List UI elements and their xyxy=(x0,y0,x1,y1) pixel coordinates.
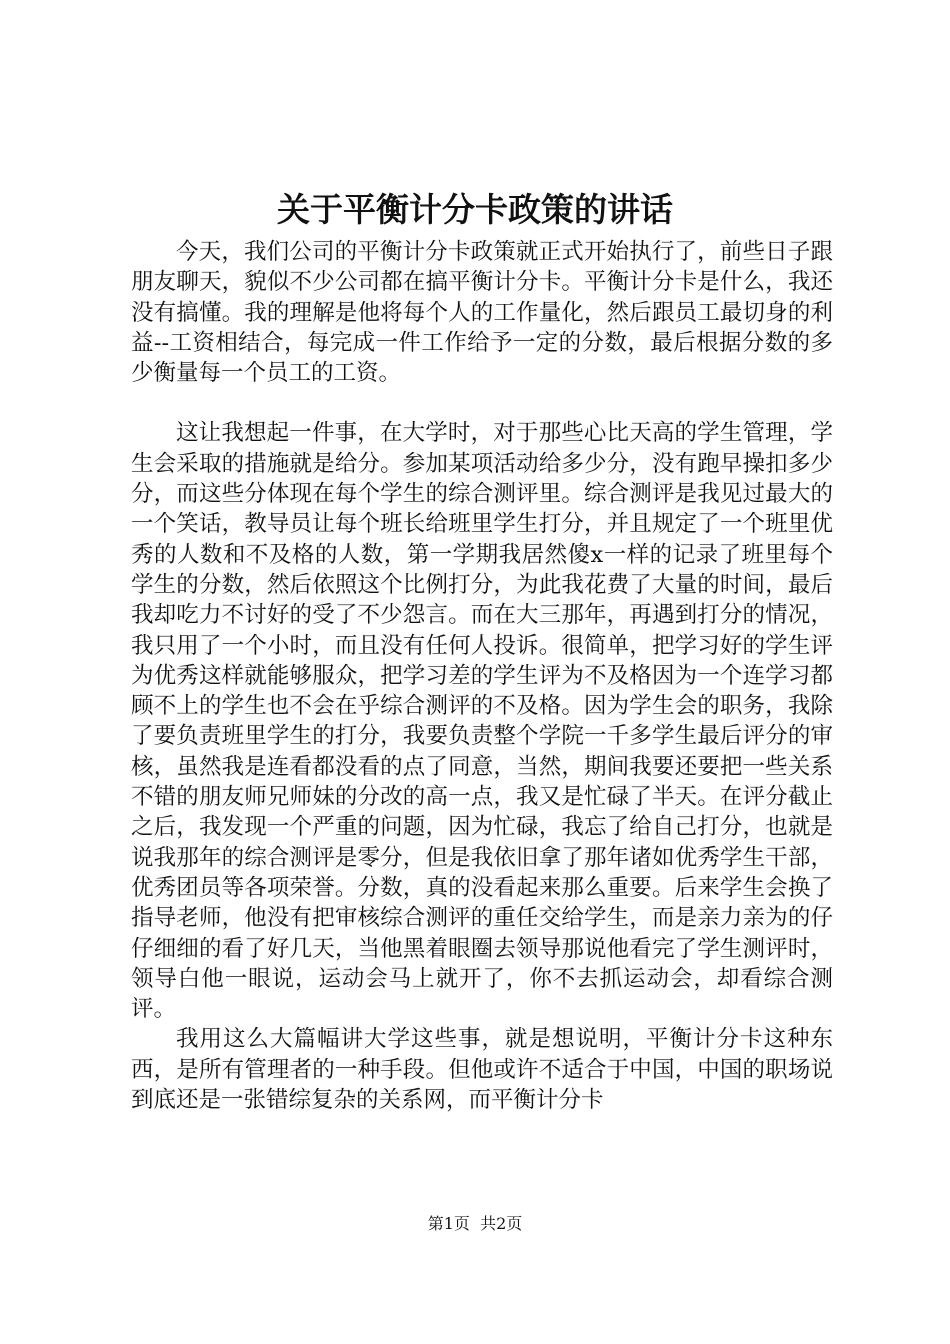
document-title: 关于平衡计分卡政策的讲话 xyxy=(277,190,673,229)
document-body xyxy=(131,237,833,1115)
page-footer xyxy=(0,1212,950,1236)
page-number: 第1页 共2页 xyxy=(427,1214,523,1233)
paragraph-2: 这让我想起一件事，在大学时，对于那些心比天高的学生管理，学生会采取的措施就是给分。参加某项活动给多少分，没有跑早操扣多少分，而这些分体现在每个学生的综合测评里。综合测评是我见过最大的一个笑话，教导员让每个班长给班里学生打分，并且规定了一个班里优秀的人数和不及格的人数，第一学期我居然傻x一样的记录了班里每个学生的分数，然后依照这个比例打分，为此我花费了大量的时间，最后我却吃力不讨好的受了不少怨言。而在大三那年，再遇到打分的情况，我只用了一个小时，而且没有任何人投诉。很简单，把学习好的学生评为优秀这样就能够服众，把学习差的学生评为不及格因为一个连学习都顾不上的学生也不会在乎综合测评的不及格。因为学生会的职务，我除了要负责班里学生的打分，我要负责整个学院一千多学生最后评分的审核，虽然我是连看都没看的点了同意，当然，期间我要还要把一些关系不错的朋友师兄师妹的分改的高一点，我又是忙碌了半天。在评分截止之后，我发现一个严重的问题，因为忙碌，我忘了给自己打分，也就是说我那年的综合测评是零分，但是我依旧拿了那年诸如优秀学生干部，优秀团员等各项荣誉。分数，真的没看起来那么重要。后来学生会换了指导老师，他没有把审核综合测评的重任交给学生，而是亲力亲为的仔仔细细的看了好几天，当他黑着眼圈去领导那说他看完了学生测评时，领导白他一眼说，运动会马上就开了，你不去抓运动会，却看综合测评。 xyxy=(131,420,833,1023)
paragraph-1: 今天，我们公司的平衡计分卡政策就正式开始执行了，前些日子跟朋友聊天，貌似不少公司都在搞平衡计分卡。平衡计分卡是什么，我还没有搞懂。我的理解是他将每个人的工作量化，然后跟员工最切身的利益--工资相结合，每完成一件工作给予一定的分数，最后根据分数的多少衡量每一个员工的工资。 xyxy=(131,239,833,387)
paragraph-3: 我用这么大篇幅讲大学这些事，就是想说明，平衡计分卡这种东西，是所有管理者的一种手段。但他或许不适合于中国，中国的职场说到底还是一张错综复杂的关系网，而平衡计分卡 xyxy=(131,1026,833,1114)
